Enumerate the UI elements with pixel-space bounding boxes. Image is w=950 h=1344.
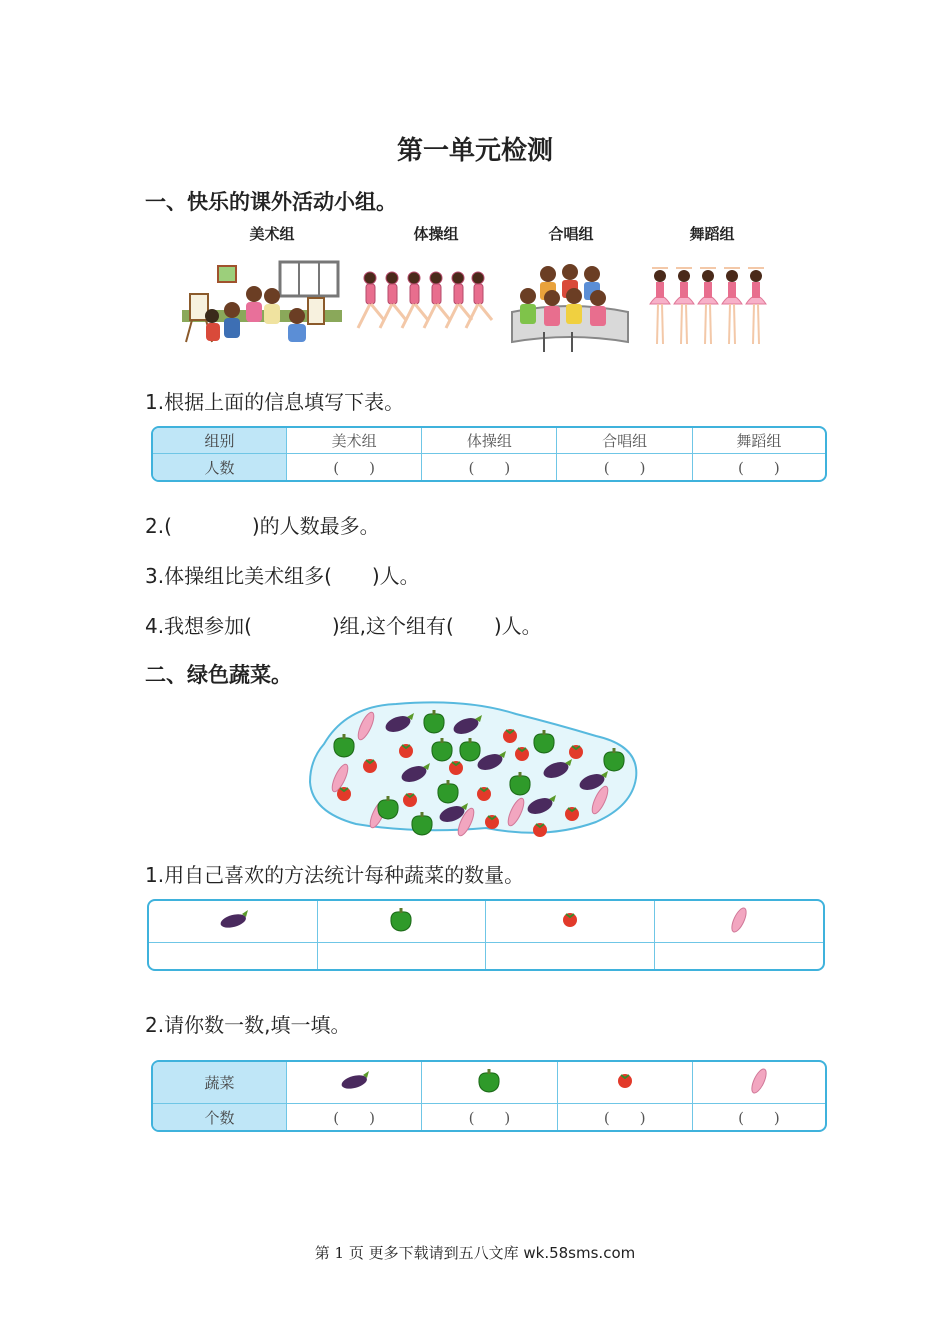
table-head-group: 组别 [153,428,287,454]
group-label-gym: 体操组 [413,225,459,243]
tally-cell-tomato[interactable] [486,943,655,969]
tomato-icon [615,1071,635,1091]
gym-group-illustration [352,268,494,338]
answer-blank[interactable]: ( ) [737,458,780,477]
radish-icon [749,1066,769,1096]
dance-group-illustration [644,264,772,350]
count-head-pepper [422,1062,557,1104]
tally-cell-pepper[interactable] [318,943,487,969]
pepper-icon [388,907,414,933]
table-col-art: 美术组 [287,428,422,454]
radish-icon [729,905,749,935]
eggplant-icon [338,1070,370,1092]
group-label-art: 美术组 [249,225,295,243]
table-col-gym: 体操组 [422,428,557,454]
section-1-heading: 一、快乐的课外活动小组。 [145,190,397,214]
vegetable-tally-table [147,899,825,971]
answer-blank[interactable]: ( ) [738,1108,780,1127]
pepper-icon [476,1068,502,1094]
section-2-heading: 二、绿色蔬菜。 [145,663,292,687]
answer-blank[interactable]: ( ) [287,454,422,480]
tally-head-eggplant [149,901,318,943]
count-head-radish [693,1062,825,1104]
group-label-choir: 合唱组 [548,225,594,243]
group-label-dance: 舞蹈组 [689,225,735,243]
count-head-eggplant [287,1062,422,1104]
table-head-count: 人数 [153,454,287,480]
answer-blank[interactable]: ( ) [287,1104,422,1130]
question-1-1: 1.根据上面的信息填写下表。 [145,390,405,414]
vegetable-pile-illustration [306,696,646,844]
table-head-count: 个数 [153,1104,287,1130]
question-2-2: 2.请你数一数,填一填。 [145,1013,351,1037]
footer-text: 第 1 页 更多下载请到五八文库 [314,1244,524,1262]
tally-cell-radish[interactable] [655,943,824,969]
group-count-table [151,426,827,482]
count-head-tomato [558,1062,693,1104]
answer-blank[interactable]: ( ) [422,454,557,480]
tally-head-radish [655,901,824,943]
page-footer [0,1242,950,1263]
tally-head-tomato [486,901,655,943]
tally-head-pepper [318,901,487,943]
question-1-4: 4.我想参加( )组,这个组有( )人。 [145,614,542,638]
table-head-vegetable: 蔬菜 [153,1062,287,1104]
tomato-icon [560,910,580,930]
footer-site-link[interactable]: wk.58sms.com [523,1244,636,1262]
question-2-1: 1.用自己喜欢的方法统计每种蔬菜的数量。 [145,863,525,887]
answer-blank[interactable]: ( ) [557,454,692,480]
answer-blank[interactable]: ( ) [558,1104,693,1130]
eggplant-icon [217,909,249,931]
page-title: 第一单元检测 [396,136,553,166]
art-group-illustration [182,258,342,353]
answer-blank[interactable]: ( ) [422,1104,557,1130]
question-1-3: 3.体操组比美术组多( )人。 [145,564,420,588]
tally-cell-eggplant[interactable] [149,943,318,969]
vegetable-count-table [151,1060,827,1132]
question-1-2: 2.( )的人数最多。 [145,514,380,538]
table-col-dance: 舞蹈组 [693,428,825,454]
choir-group-illustration [508,262,632,354]
table-col-choir: 合唱组 [557,428,692,454]
